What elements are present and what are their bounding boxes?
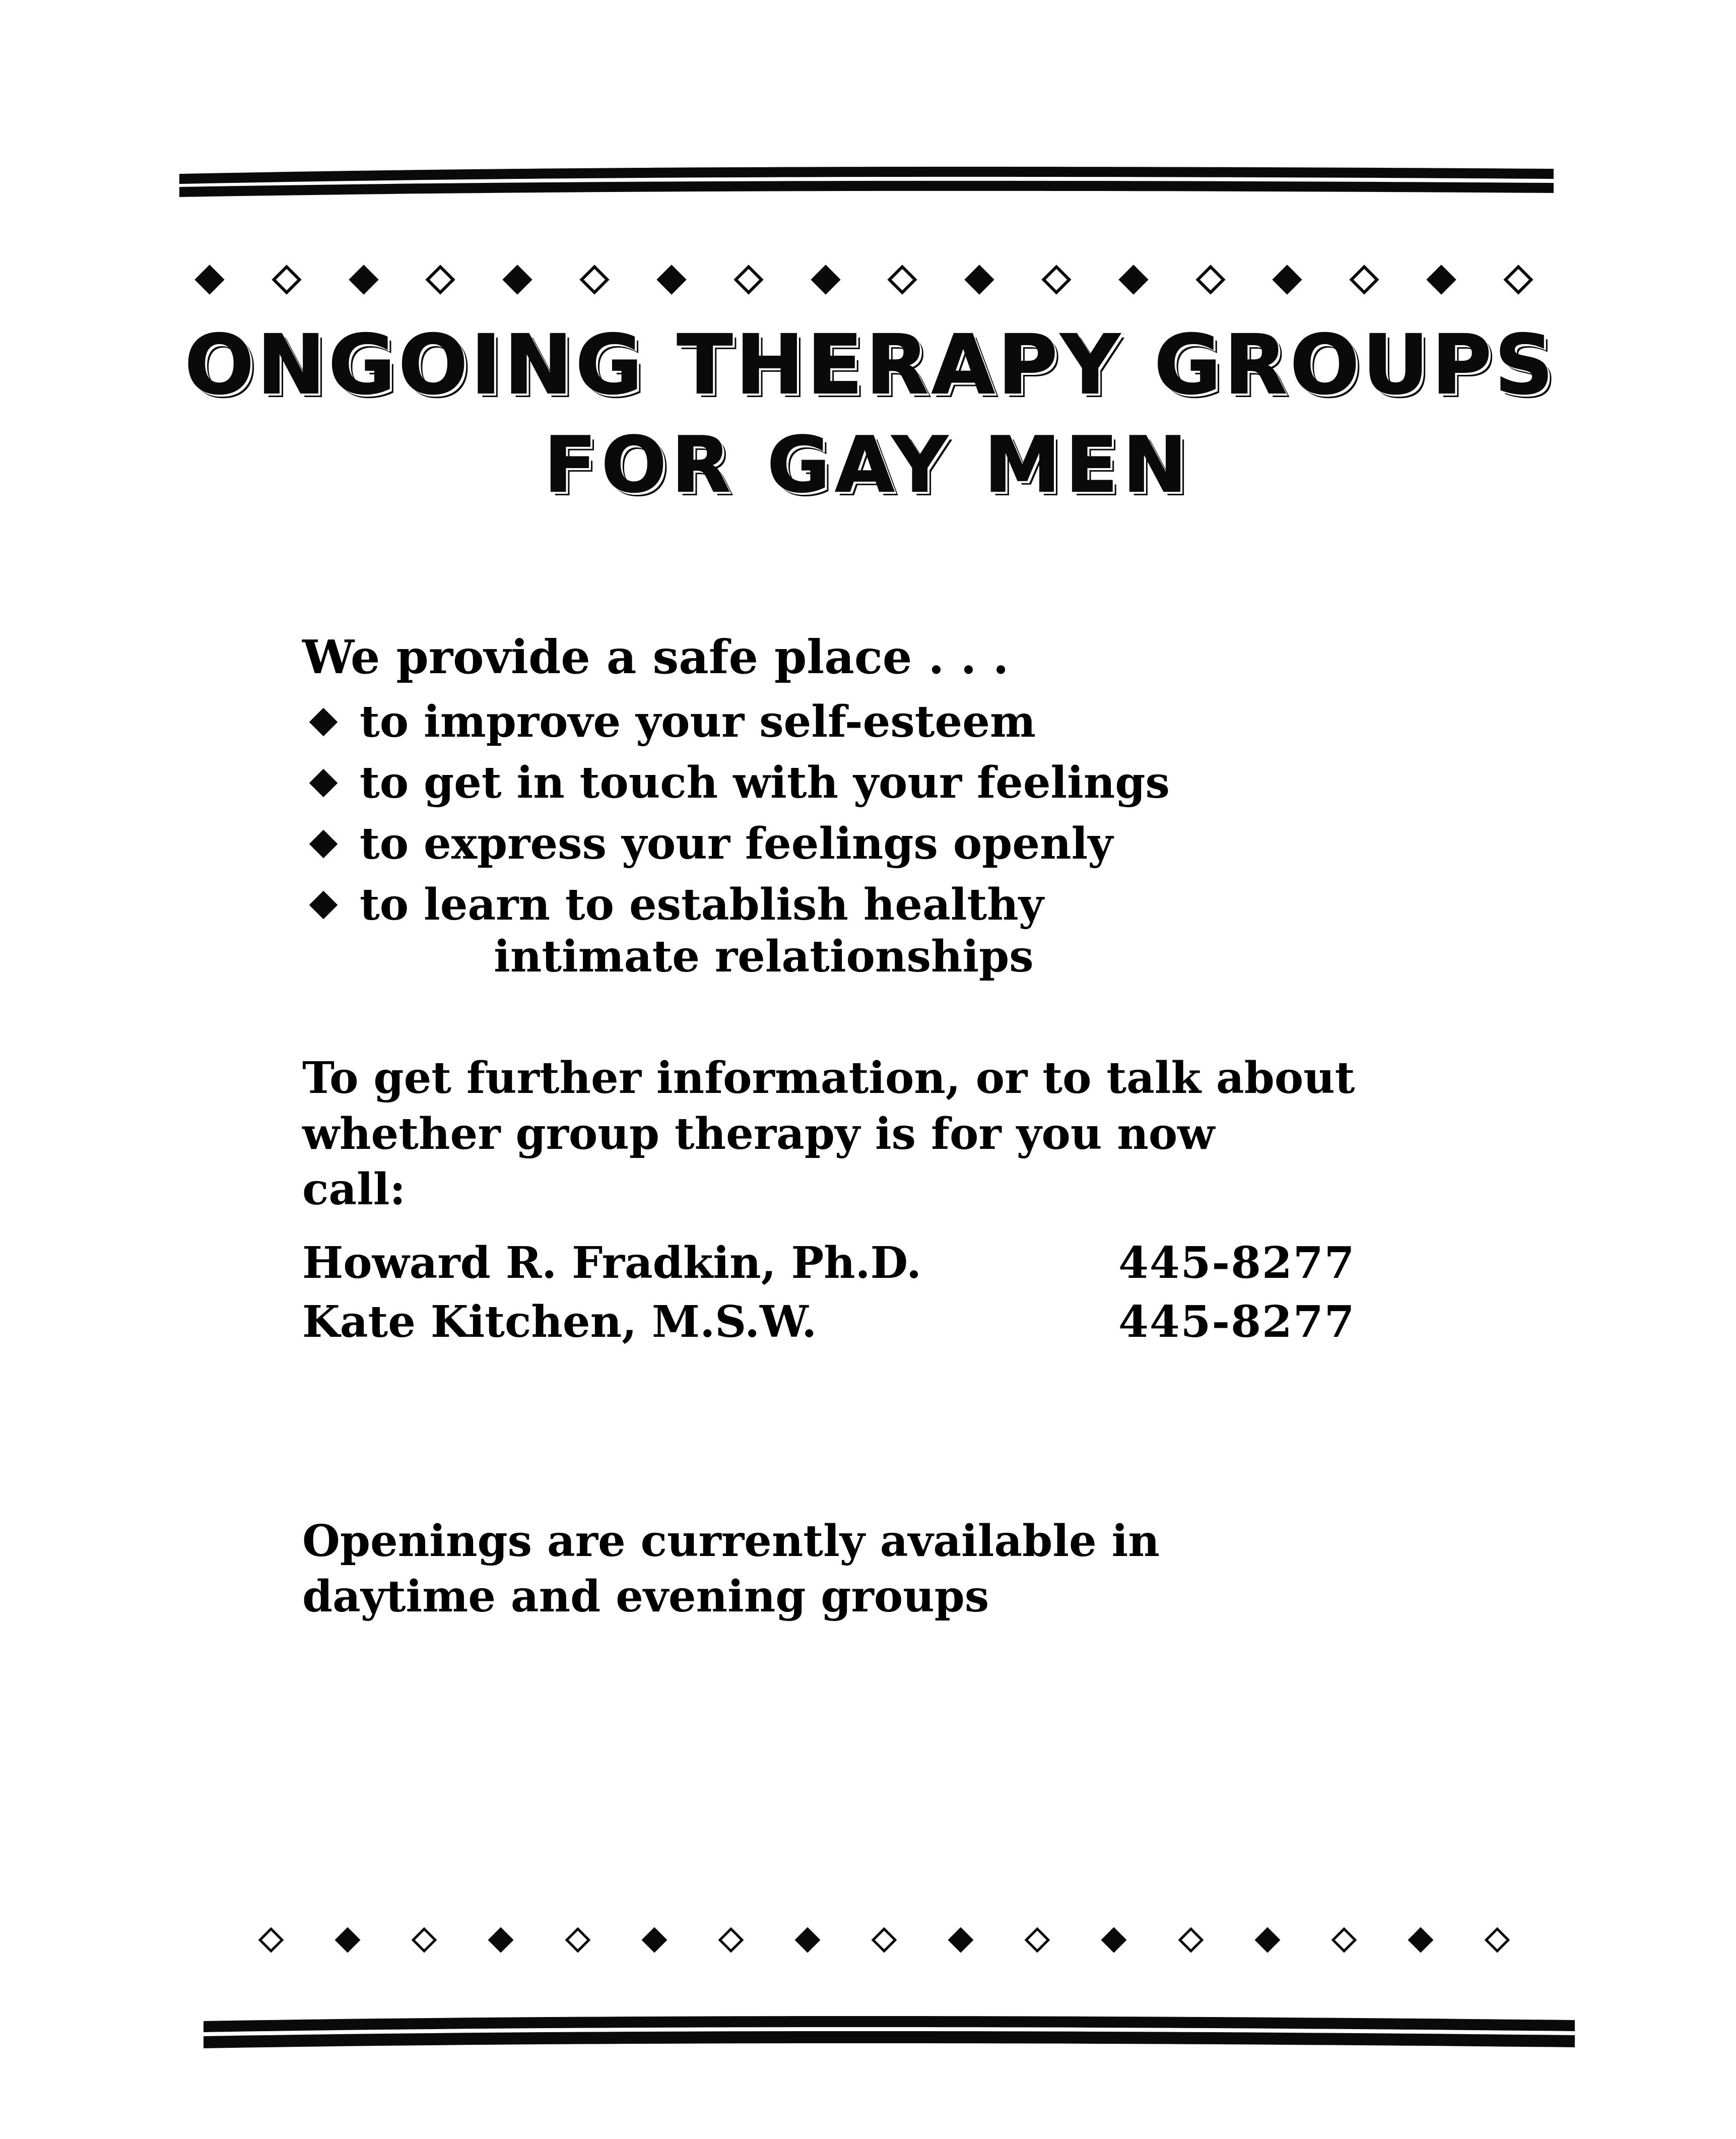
diamond-bullet-icon bbox=[309, 830, 338, 859]
benefit-text bbox=[360, 879, 1044, 983]
diamond-ornament bbox=[1331, 1927, 1357, 1953]
contact-intro bbox=[302, 1051, 1511, 1217]
lead-text: We provide a safe place . . . bbox=[302, 630, 1009, 684]
bottom-divider-rule bbox=[202, 2013, 1577, 2053]
list-item bbox=[302, 757, 1511, 809]
headline-line-2: FOR GAY MEN bbox=[544, 420, 1192, 509]
benefit-text: to improve your self-esteem bbox=[360, 696, 1036, 747]
list-item bbox=[302, 879, 1511, 983]
benefit-text: to express your feelings openly bbox=[360, 818, 1113, 869]
diamond-ornament bbox=[1025, 1927, 1050, 1953]
benefits-list bbox=[302, 696, 1511, 983]
contact-name: Kate Kitchen, M.S.W. bbox=[302, 1296, 817, 1347]
list-item bbox=[302, 696, 1511, 748]
flyer-body bbox=[302, 630, 1511, 1625]
diamond-ornament bbox=[335, 1927, 361, 1953]
diamond-ornament bbox=[1195, 265, 1225, 294]
diamond-ornament bbox=[1118, 265, 1148, 294]
bottom-diamond-band bbox=[262, 1925, 1506, 1955]
diamond-ornament bbox=[1426, 265, 1456, 294]
diamond-ornament bbox=[426, 265, 455, 294]
diamond-ornament bbox=[1178, 1927, 1204, 1953]
closing-note bbox=[302, 1514, 1511, 1625]
diamond-ornament bbox=[272, 265, 301, 294]
diamond-ornament bbox=[888, 265, 917, 294]
diamond-bullet-icon bbox=[309, 707, 338, 736]
diamond-ornament bbox=[412, 1927, 437, 1953]
diamond-bullet-icon bbox=[309, 891, 338, 920]
contact-row bbox=[302, 1238, 1521, 1288]
diamond-bullet-icon bbox=[309, 768, 338, 797]
contact-phone[interactable]: 445-8277 bbox=[1118, 1296, 1356, 1347]
list-item bbox=[302, 818, 1511, 870]
diamond-ornament bbox=[1101, 1927, 1127, 1953]
contact-phone[interactable]: 445-8277 bbox=[1118, 1237, 1356, 1288]
diamond-ornament bbox=[948, 1927, 974, 1953]
diamond-ornament bbox=[964, 265, 994, 294]
closing-line-2: daytime and evening groups bbox=[302, 1571, 989, 1622]
top-divider-rule bbox=[176, 164, 1557, 199]
diamond-ornament bbox=[872, 1927, 897, 1953]
flyer-headline bbox=[0, 318, 1736, 509]
diamond-ornament bbox=[1273, 265, 1302, 294]
diamond-ornament bbox=[641, 1927, 667, 1953]
diamond-ornament bbox=[488, 1927, 514, 1953]
diamond-ornament bbox=[565, 1927, 590, 1953]
contact-name: Howard R. Fradkin, Ph.D. bbox=[302, 1237, 922, 1288]
headline-line-1: ONGOING THERAPY GROUPS bbox=[184, 318, 1557, 413]
top-diamond-band bbox=[199, 262, 1529, 297]
contact-list bbox=[302, 1238, 1521, 1347]
diamond-ornament bbox=[194, 265, 224, 294]
diamond-ornament bbox=[258, 1927, 284, 1953]
diamond-ornament bbox=[733, 265, 763, 294]
closing-line-1: Openings are currently available in bbox=[302, 1515, 1160, 1567]
diamond-ornament bbox=[1485, 1927, 1510, 1953]
diamond-ornament bbox=[503, 265, 532, 294]
diamond-ornament bbox=[1408, 1927, 1433, 1953]
benefit-text: to get in touch with your feelings bbox=[360, 757, 1170, 808]
diamond-ornament bbox=[718, 1927, 744, 1953]
diamond-ornament bbox=[349, 265, 378, 294]
diamond-ornament bbox=[794, 1927, 820, 1953]
diamond-ornament bbox=[1254, 1927, 1280, 1953]
diamond-ornament bbox=[1349, 265, 1379, 294]
contact-intro-line-2: whether group therapy is for you now bbox=[302, 1108, 1215, 1159]
diamond-ornament bbox=[656, 265, 686, 294]
contact-row bbox=[302, 1297, 1521, 1347]
benefit-text-line-1: to learn to establish healthy bbox=[360, 879, 1044, 931]
diamond-ornament bbox=[1503, 265, 1533, 294]
diamond-ornament bbox=[579, 265, 609, 294]
contact-intro-line-3: call: bbox=[302, 1163, 406, 1215]
contact-intro-line-1: To get further information, or to talk about bbox=[302, 1053, 1355, 1104]
diamond-ornament bbox=[1041, 265, 1071, 294]
benefit-text-line-2: intimate relationships bbox=[494, 931, 1034, 983]
diamond-ornament bbox=[811, 265, 840, 294]
